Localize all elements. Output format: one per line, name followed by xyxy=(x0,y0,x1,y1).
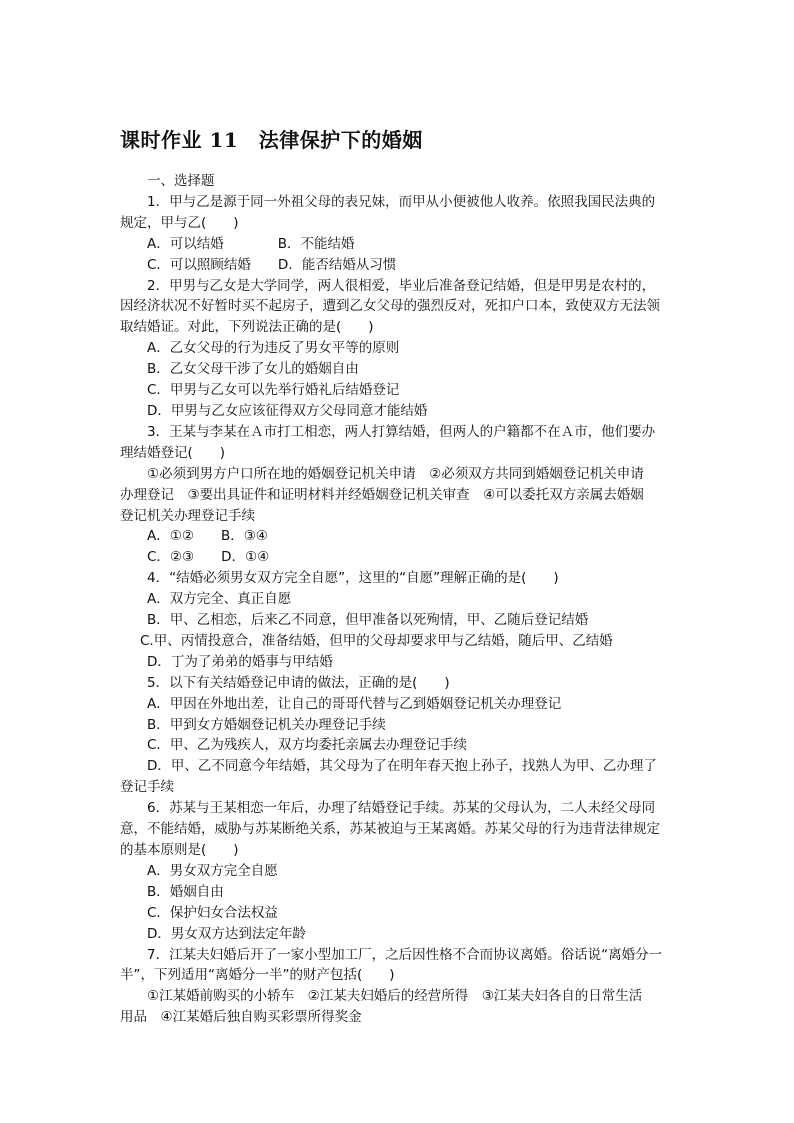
q5-option-a: A．甲因在外地出差，让自己的哥哥代替与乙到婚姻登记机关办理登记 xyxy=(147,695,562,712)
document-body xyxy=(120,171,676,1028)
q2-option-c: C．甲男与乙女可以先举行婚礼后结婚登记 xyxy=(147,382,400,399)
q7-items-line-2: 用品 ④江某婚后独自购买彩票所得奖金 xyxy=(120,1009,362,1026)
q6-option-d: D．男女双方达到法定年龄 xyxy=(147,925,306,942)
q6-option-c: C．保护妇女合法权益 xyxy=(147,904,278,921)
q2-stem-line-1: 2．甲男与乙女是大学同学，两人很相爱，毕业后准备登记结婚，但是甲男是农村的， xyxy=(147,277,656,294)
q1-stem-line-1: 1．甲与乙是源于同一外祖父母的表兄妹，而甲从小便被他人收养。依照我国民法典的 xyxy=(147,193,656,210)
q5-option-d-line-2: 登记手续 xyxy=(120,779,174,796)
q6-stem-line-3: 的基本原则是( ) xyxy=(120,842,239,858)
q4-option-c: C.甲、丙情投意合，准备结婚，但甲的父母却要求甲与乙结婚，随后甲、乙结婚 xyxy=(140,632,613,649)
q5-option-d-line-1: D．甲、乙不同意今年结婚，其父母为了在明年春天抱上孙子，找熟人为甲、乙办理了 xyxy=(147,758,657,775)
q6-stem-line-2: 意，不能结婚，威胁与苏某断绝关系，苏某被迫与王某离婚。苏某父母的行为违背法律规定 xyxy=(120,821,660,838)
q2-option-d: D．甲男与乙女应该征得双方父母同意才能结婚 xyxy=(147,402,428,419)
q2-stem-line-2: 因经济状况不好暂时买不起房子，遭到乙女父母的强烈反对，死扣户口本，致使双方无法领 xyxy=(120,298,660,315)
q7-items-line-1: ①江某婚前购买的小轿车 ②江某夫妇婚后的经营所得 ③江某夫妇各自的日常生活 xyxy=(147,988,643,1005)
q3-stem-line-2: 理结婚登记( ) xyxy=(120,444,226,461)
q3-stem-line-1: 3．王某与李某在Ａ市打工相恋，两人打算结婚，但两人的户籍都不在Ａ市，他们要办 xyxy=(147,423,656,440)
q4-option-a: A．双方完全、真正自愿 xyxy=(147,591,292,608)
q3-items-line-3: 登记机关办理登记手续 xyxy=(120,507,255,524)
q2-option-a: A．乙女父母的行为违反了男女平等的原则 xyxy=(147,340,400,357)
q3-options-ab: A．①② B．③④ xyxy=(147,528,268,545)
q3-options-cd: C．②③ D．①④ xyxy=(147,549,270,566)
q1-options-cd: C．可以照顾结婚 D．能否结婚从习惯 xyxy=(147,256,397,273)
q6-stem-line-1: 6．苏某与王某相恋一年后，办理了结婚登记手续。苏某的父母认为，二人未经父母同 xyxy=(147,800,656,817)
q2-option-b: B．乙女父母干涉了女儿的婚姻自由 xyxy=(147,361,359,378)
q6-option-a: A．男女双方完全自愿 xyxy=(147,862,278,879)
q7-stem-line-1: 7．江某夫妇婚后开了一家小型加工厂，之后因性格不合而协议离婚。俗话说“离婚分一 xyxy=(147,946,663,963)
q3-items-line-1: ①必须到男方户口所在地的婚姻登记机关申请 ②必须双方共同到婚姻登记机关申请 xyxy=(147,465,644,482)
q4-option-b: B．甲、乙相恋，后来乙不同意，但甲准备以死殉情，甲、乙随后登记结婚 xyxy=(147,612,589,629)
q6-option-b: B．婚姻自由 xyxy=(147,883,224,900)
q3-items-line-2: 办理登记 ③要出具证件和证明材料并经婚姻登记机关审查 ④可以委托双方亲属去婚姻 xyxy=(120,486,644,503)
section-heading: 一、选择题 xyxy=(147,173,215,189)
q5-option-b: B．甲到女方婚姻登记机关办理登记手续 xyxy=(147,716,386,733)
page-title: 课时作业 11 法律保护下的婚姻 xyxy=(120,128,423,152)
q5-option-c: C．甲、乙为残疾人，双方均委托亲属去办理登记手续 xyxy=(147,737,467,754)
q1-stem-line-2: 规定，甲与乙( ) xyxy=(120,214,239,231)
q2-stem-line-3: 取结婚证。对此，下列说法正确的是( ) xyxy=(120,319,374,336)
q4-stem: 4．“结婚必须男女双方完全自愿”，这里的“自愿”理解正确的是( ) xyxy=(147,570,559,587)
q5-stem: 5．以下有关结婚登记申请的做法，正确的是( ) xyxy=(147,674,450,691)
q1-options-ab: A．可以结婚 B．不能结婚 xyxy=(147,235,355,252)
q7-stem-line-2: 半”，下列适用“离婚分一半”的财产包括( ) xyxy=(120,967,395,984)
q4-option-d: D．丁为了弟弟的婚事与甲结婚 xyxy=(147,653,333,670)
